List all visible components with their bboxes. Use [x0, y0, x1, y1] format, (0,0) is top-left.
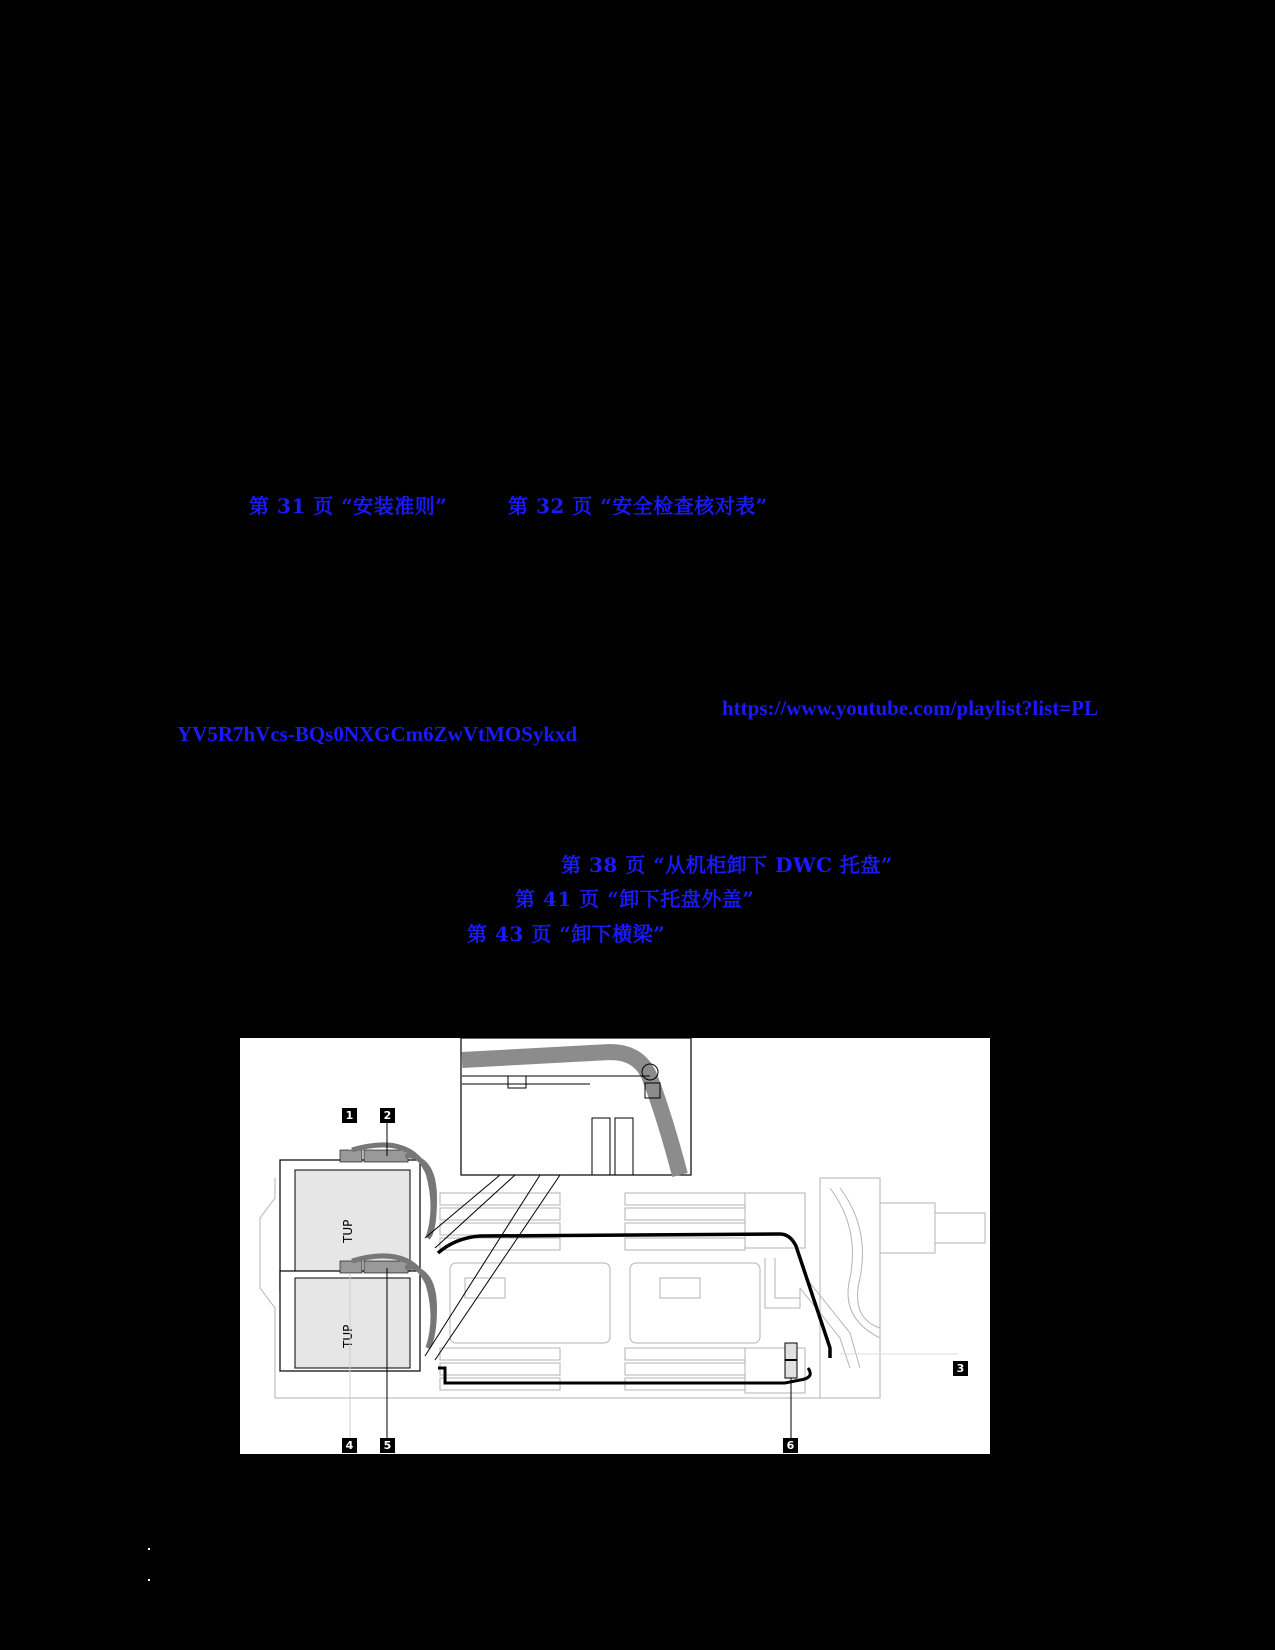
- drive-label-top: TUP: [341, 1219, 355, 1243]
- link-remove-tray-cover[interactable]: 第 41 页 “卸下托盘外盖”: [515, 887, 755, 911]
- callout-4: 4: [342, 1438, 357, 1453]
- drive-cable-routing-figure: [240, 1038, 990, 1454]
- link-remove-crossbar[interactable]: 第 43 页 “卸下横梁”: [467, 922, 666, 946]
- link-safety-checklist[interactable]: 第 32 页 “安全检查核对表”: [508, 494, 768, 518]
- footer-mark: [148, 1548, 150, 1550]
- link-video-url-line2[interactable]: YV5R7hVcs-BQs0NXGCm6ZwVtMOSykxd: [177, 722, 578, 746]
- link-video-url-line1[interactable]: https://www.youtube.com/playlist?list=PL: [722, 696, 1099, 720]
- callout-5: 5: [380, 1438, 395, 1453]
- callout-3: 3: [953, 1361, 968, 1376]
- callout-6: 6: [783, 1438, 798, 1453]
- footer-mark: [148, 1579, 150, 1581]
- link-install-guidelines[interactable]: 第 31 页 “安装准则”: [249, 494, 448, 518]
- link-remove-dwc-tray[interactable]: 第 38 页 “从机柜卸下 DWC 托盘”: [561, 853, 893, 877]
- callout-2: 2: [380, 1108, 395, 1123]
- drive-label-bottom: TUP: [341, 1324, 355, 1348]
- tray-diagram-illustration: [240, 1038, 990, 1454]
- callout-1: 1: [342, 1108, 357, 1123]
